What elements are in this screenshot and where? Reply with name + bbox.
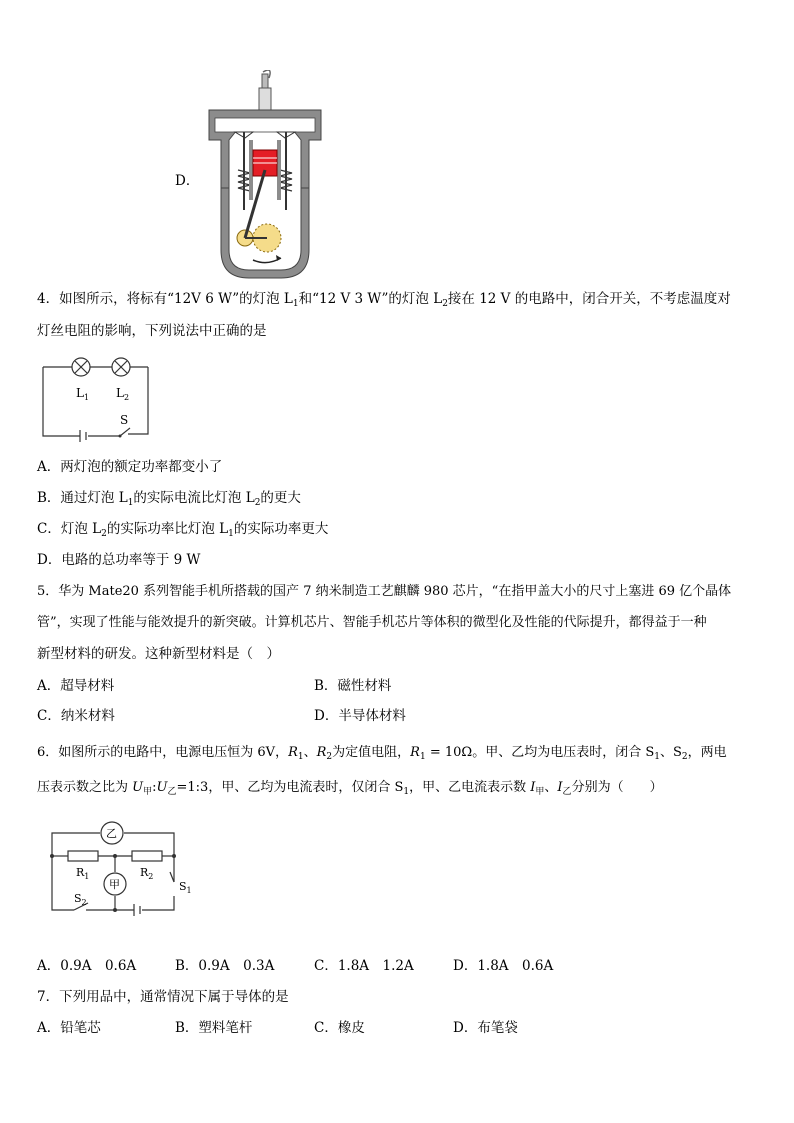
q7-stem: 7．下列用品中，通常情况下属于导体的是: [37, 989, 289, 1005]
q5-option-c[interactable]: C．纳米材料: [37, 708, 115, 724]
q5-option-b[interactable]: B．磁性材料: [314, 678, 392, 694]
q4-switch-label: S: [120, 413, 129, 427]
q3-option-d-label[interactable]: D．: [175, 173, 200, 189]
q5-option-d[interactable]: D．半导体材料: [314, 708, 406, 724]
q4-circuit-diagram: [40, 352, 152, 442]
q4-l1-label: $L_1$: [76, 386, 90, 402]
q6-r1-label: $R_1$: [76, 866, 90, 881]
q5-option-a[interactable]: A．超导材料: [37, 678, 115, 694]
q4-l2-label: $L_2$: [116, 386, 130, 402]
q6-stem-line2: 压表示数之比为 $U_甲:U_乙=1:3$，甲、乙均为电流表时，仅闭合 $S_1$，甲、乙电流表示数 $I_甲$、$I_乙$分别为（ ）: [37, 780, 663, 797]
q6-option-c[interactable]: C．1.8A 1.2A: [314, 958, 414, 974]
q6-stem-line1: 6．如图所示的电路中，电源电压恒为 6V，$R_1$、$R_2$为定值电阻，$R_1 = 10\Omega$。甲、乙均为电压表时，闭合 $S_1$、$S_2$，两电: [37, 745, 727, 762]
q6-option-b[interactable]: B．0.9A 0.3A: [175, 958, 275, 974]
q6-s1-label: $S_1$: [179, 880, 192, 895]
q7-option-b[interactable]: B．塑料笔杆: [175, 1020, 253, 1036]
q6-s2-label: $S_2$: [74, 892, 87, 907]
q4-stem-line1: 4．如图所示，将标有“12V 6 W”的灯泡 $L_1$和“12 V 3 W”的灯泡 $L_2$接在 12 V 的电路中，闭合开关，不考虑温度对: [37, 291, 731, 309]
q7-option-d[interactable]: D．布笔袋: [453, 1020, 518, 1036]
q4-option-b[interactable]: B．通过灯泡 $L_1$的实际电流比灯泡 $L_2$的更大: [37, 490, 301, 508]
q7-option-a[interactable]: A．铅笔芯: [37, 1020, 101, 1036]
q7-option-c[interactable]: C．橡皮: [314, 1020, 365, 1036]
q4-stem-line2: 灯丝电阻的影响，下列说法中正确的是: [37, 323, 267, 339]
q6-r2-label: $R_2$: [140, 866, 154, 881]
q6-meter-jia-label: 甲: [109, 878, 120, 891]
engine-figure: [205, 70, 325, 282]
q5-stem-line3: 新型材料的研发。这种新型材料是（ ）: [37, 646, 280, 662]
q6-option-d[interactable]: D．1.8A 0.6A: [453, 958, 554, 974]
q6-option-a[interactable]: A．0.9A 0.6A: [37, 958, 137, 974]
q5-stem-line1: 5．华为 Mate20 系列智能手机所搭载的国产 7 纳米制造工艺麒麟 980 芯片，“在指甲盖大小的尺寸上塞进 69 亿个晶体: [37, 584, 732, 599]
q6-circuit-diagram: [44, 820, 194, 916]
q4-option-d[interactable]: D．电路的总功率等于 9 W: [37, 552, 201, 568]
q4-option-a[interactable]: A．两灯泡的额定功率都变小了: [37, 459, 223, 475]
q6-meter-yi-label: 乙: [106, 827, 117, 840]
q4-option-c[interactable]: C．灯泡 $L_2$的实际功率比灯泡 $L_1$的实际功率更大: [37, 521, 329, 539]
q5-stem-line2: 管”，实现了性能与能效提升的新突破。计算机芯片、智能手机芯片等体积的微型化及性能的代际提升，都得益于一种: [37, 615, 707, 630]
